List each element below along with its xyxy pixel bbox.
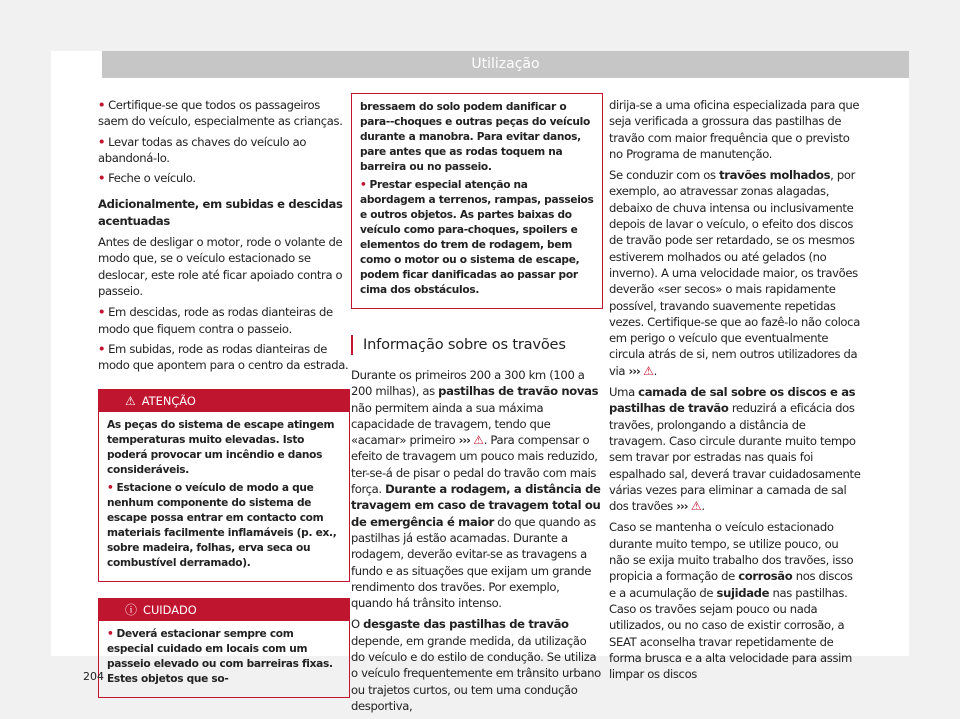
subheading: Adicionalmente, em subidas e descidas acentuadas [98,197,343,228]
warning-text: As peças do sistema de escape atingem temperaturas muito elevadas. Isto poderá provocar um incêndio e danos consideráveis. [107,419,335,477]
caution-box [98,598,350,698]
bullet-icon: • [107,482,114,495]
paragraph: Uma camada de sal sobre os discos e as pastilhas de travão reduzirá a eficácia dos travões, prolongando a distância de travagem. Caso circule durante muito tempo sem travar por estradas nas quais foi espalhado sal, deverá travar cuidadosamente várias vezes para eliminar a camada de sal dos travões ››› ⚠. [609,385,861,514]
list-item: • Deverá estacionar sempre com especial cuidado em locais com um passeio elevado ou com barreiras fixas. Estes objetos que so- [107,628,333,686]
caution-body-continued [352,94,602,308]
warning-triangle-icon: ⚠ [125,394,136,409]
bullet-icon: • [98,171,106,186]
bullet-icon: • [98,341,106,356]
bullet-icon: • [98,305,106,320]
warning-triangle-icon: ⚠ [690,499,702,514]
list-item: • Em descidas, rode as rodas dianteiras de modo que fiquem contra o passeio. [98,305,333,336]
warning-box [98,389,350,582]
reference-arrow-icon: ››› [628,363,640,378]
caution-body [99,621,349,697]
document-page [51,51,909,713]
column-2 [351,93,603,719]
caution-circle-icon: ⓘ [125,603,138,618]
warning-triangle-icon: ⚠ [473,433,484,448]
caution-header: ⓘ CUIDADO [99,599,349,621]
list-item: • Prestar especial atenção na abordagem a terrenos, rampas, passeios e outros objetos. As partes baixas do veículo como para-choques, spoilers e elementos do trem de rodagem, bem como o motor ou o sistema de escape, podem ficar danificadas ao passar por cima dos obstáculos. [360,179,594,296]
list-item: • Certifique-se que todos os passageiros saem do veículo, especialmente as crianças. [98,98,343,129]
section-heading [351,335,603,355]
column-1 [98,97,350,698]
list-item: • Feche o veículo. [98,171,196,186]
paragraph: Caso se mantenha o veículo estacionado durante muito tempo, se utilize pouco, ou não se exija muito trabalho dos travões, isso propicia a formação de corrosão nos discos e a acumulação de sujidade nas pastilhas. Caso os travões sejam pouco ou nada utilizados, ou no caso de existir corrosão, a SEAT aconselha travar repetidamente de forma brusca e a alta velocidade para assim limpar os discos [609,520,854,682]
column-3 [609,97,861,687]
list-item: • Em subidas, rode as rodas dianteiras de modo que apontem para o centro da estrada. [98,341,349,373]
reference-arrow-icon: ››› [676,499,688,514]
warning-body [99,412,349,581]
page-number: 204 [83,670,104,683]
warning-triangle-icon: ⚠ [643,363,654,378]
paragraph: Se conduzir com os travões molhados, por exemplo, ao atravessar zonas alagadas, debaixo de chuva intensa ou inclusivamente depois de lavar o veículo, o efeito dos discos de travão pode ser retardado, se os mesmos estiverem molhados ou até gelados (no inverno). A uma velocidade maior, os travões deverão «ser secos» o mais rapidamente possível, travando suavemente repetidas vezes. Certifique-se que ao fazê-lo não coloca em perigo o veículo que eventualmente circula atrás de si, nem outros utilizadores da via ››› ⚠. [609,168,860,378]
section-accent-bar [351,335,353,355]
section-title: Informação sobre os travões [363,335,566,353]
list-item: • Estacione o veículo de modo a que nenhum componente do sistema de escape possa entrar em contacto com materiais facilmente inflamáveis (p. ex., sobre madeira, folhas, erva seca ou combustível derramado). [107,482,337,570]
paragraph: O desgaste das pastilhas de travão depende, em grande medida, da utilização do veículo e do estilo de condução. Se utiliza o veículo frequentemente em trânsito urbano ou trajetos curtos, ou tem uma condução desportiva, [351,617,601,713]
warning-header: ⚠ ATENÇÃO [99,390,349,412]
caution-text: bressaem do solo podem danificar o para--choques e outras peças do veículo durante a manobra. Para evitar danos, pare antes que as rodas toquem na barreira ou no passeio. [360,101,590,173]
bullet-icon: • [360,179,367,191]
paragraph: Antes de desligar o motor, rode o volante de modo que, se o veículo estacionado se deslocar, este role até ficar apoiado contra o passeio. [98,235,343,298]
bullet-icon: • [107,628,114,641]
list-item: • Levar todas as chaves do veículo ao abandoná-lo. [98,134,307,165]
bullet-icon: • [98,134,106,149]
paragraph: dirija-se a uma oficina especializada para que seja verificada a grossura das pastilhas de travão com maior frequência que o previsto no Programa de manutenção. [609,98,860,161]
page-header: Utilização [102,51,909,78]
reference-arrow-icon: ››› [458,433,470,448]
paragraph: Durante os primeiros 200 a 300 km (100 a 200 milhas), as pastilhas de travão novas não permitem ainda a sua máxima capacidade de travagem, tendo que «acamar» primeiro ››› ⚠. Para compensar o efeito de travagem um pouco mais reduzido, ter-se-á de pisar o pedal do travão com mais força. Durante a rodagem, a distância de travagem em caso de travagem total ou de emergência é maior do que quando as pastilhas já estão acamadas. Durante a rodagem, deverão evitar-se as travagens a fundo e as situações que exijam um grande rendimento dos travões. Por exemplo, quando há trânsito intenso. [351,368,601,611]
caution-box-continued [351,93,603,309]
bullet-icon: • [98,98,106,112]
